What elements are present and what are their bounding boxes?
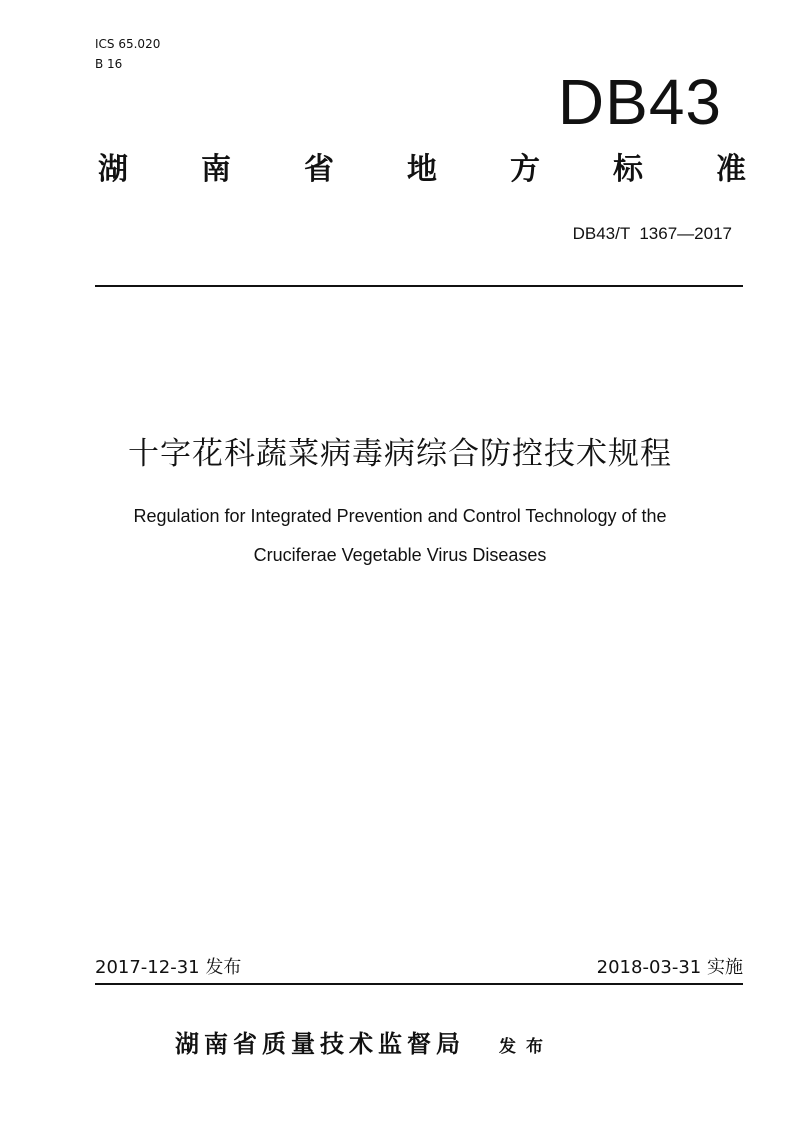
ics-number: ICS 65.020	[95, 37, 161, 51]
standard-type-char: 准	[716, 152, 746, 187]
english-title-line-2: Cruciferae Vegetable Virus Diseases	[253, 545, 547, 565]
standard-type-char: 方	[510, 152, 540, 187]
standard-type-char: 标	[613, 152, 643, 187]
issuer-suffix: 发布	[499, 1037, 553, 1057]
issuer-line	[175, 1028, 553, 1060]
standard-type-heading	[98, 150, 746, 190]
implementation-date: 2018-03-31 实施	[596, 957, 743, 978]
issuer-name: 湖南省质量技术监督局	[175, 1030, 465, 1058]
top-divider	[95, 285, 743, 287]
standard-type-char: 省	[304, 152, 334, 187]
chinese-title: 十字花科蔬菜病毒病综合防控技术规程	[128, 436, 672, 472]
classification-code: B 16	[95, 57, 123, 71]
standard-code-large: DB43	[557, 66, 722, 138]
standard-type-char: 南	[201, 152, 231, 187]
standard-type-char: 湖	[98, 152, 128, 187]
standard-number: DB43/T 1367—2017	[572, 224, 732, 243]
issue-date: 2017-12-31 发布	[95, 957, 242, 978]
standard-type-char: 地	[407, 152, 437, 187]
english-title-line-1: Regulation for Integrated Prevention and Control Technology of the	[133, 506, 667, 526]
bottom-divider	[95, 983, 743, 985]
